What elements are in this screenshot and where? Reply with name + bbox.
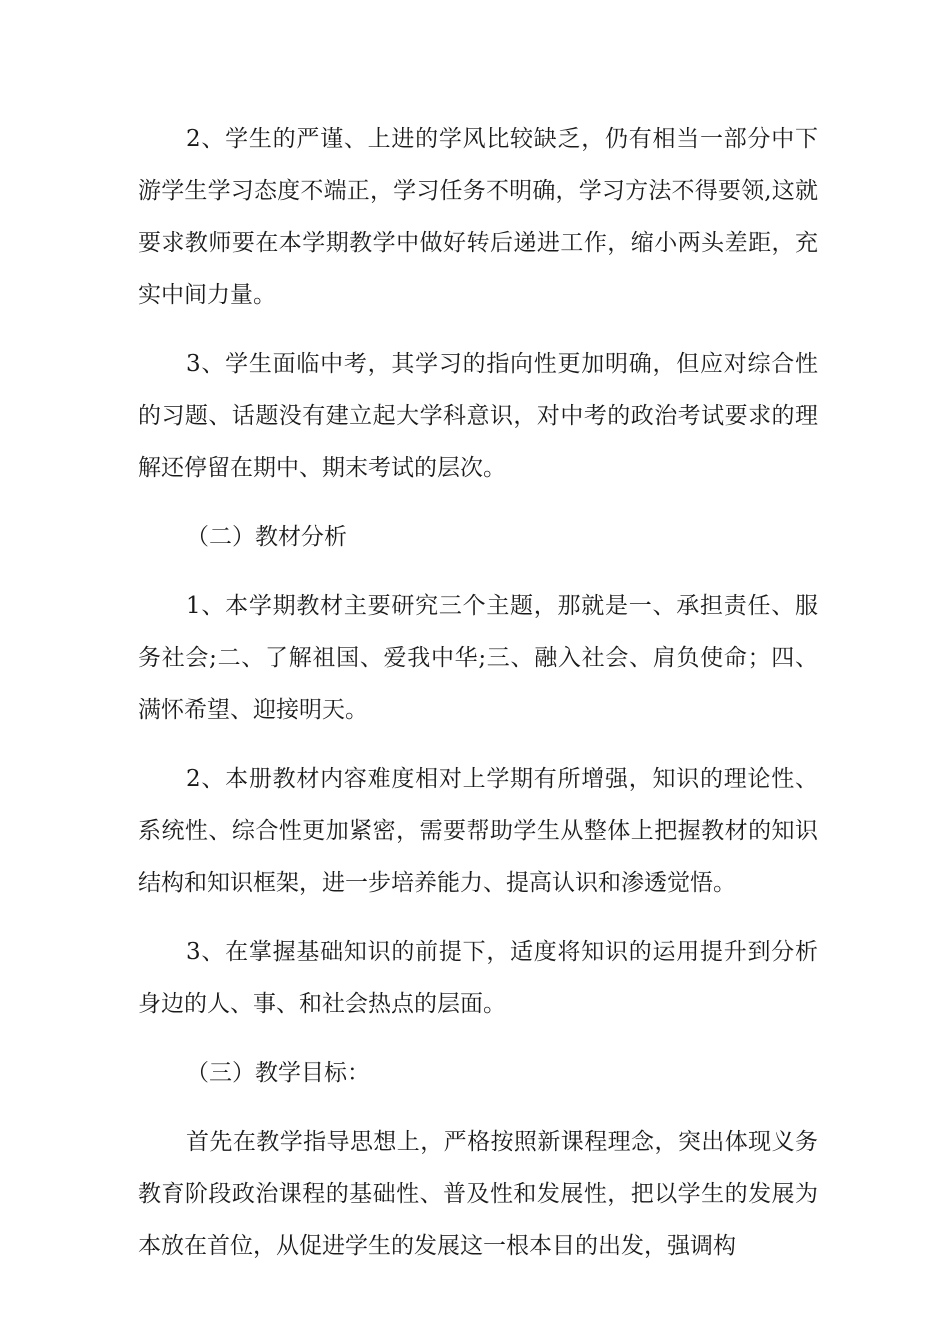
paragraph-textbook-difficulty: 2、本册教材内容难度相对上学期有所增强，知识的理论性、系统性、综合性更加紧密，需要帮助学生从整体上把握教材的知识结构和知识框架，进一步培养能力、提高认识和渗透觉悟。 (138, 766, 818, 896)
paragraph-student-study-attitude: 2、学生的严谨、上进的学风比较缺乏，仍有相当一部分中下游学生学习态度不端正，学习任务不明确，学习方法不得要领,这就要求教师要在本学期教学中做好转后递进工作，缩小两头差距，充实中间力量。 (138, 126, 818, 308)
document-body (138, 113, 818, 1289)
section-heading-teaching-goals: （三）教学目标： (186, 1060, 370, 1086)
section-heading-textbook-analysis: （二）教材分析 (186, 524, 347, 550)
paragraph-teaching-philosophy: 首先在教学指导思想上，严格按照新课程理念，突出体现义务教育阶段政治课程的基础性、普及性和发展性，把以学生的发展为本放在首位，从促进学生的发展这一根本目的出发，强调构 (138, 1129, 818, 1259)
paragraph-exam-orientation: 3、学生面临中考，其学习的指向性更加明确，但应对综合性的习题、话题没有建立起大学科意识，对中考的政治考试要求的理解还停留在期中、期末考试的层次。 (138, 351, 818, 481)
paragraph-textbook-themes: 1、本学期教材主要研究三个主题，那就是一、承担责任、服务社会;二、了解祖国、爱我中华;三、融入社会、肩负使命；四、满怀希望、迎接明天。 (138, 593, 818, 723)
paragraph-knowledge-application: 3、在掌握基础知识的前提下，适度将知识的运用提升到分析身边的人、事、和社会热点的层面。 (138, 939, 818, 1017)
